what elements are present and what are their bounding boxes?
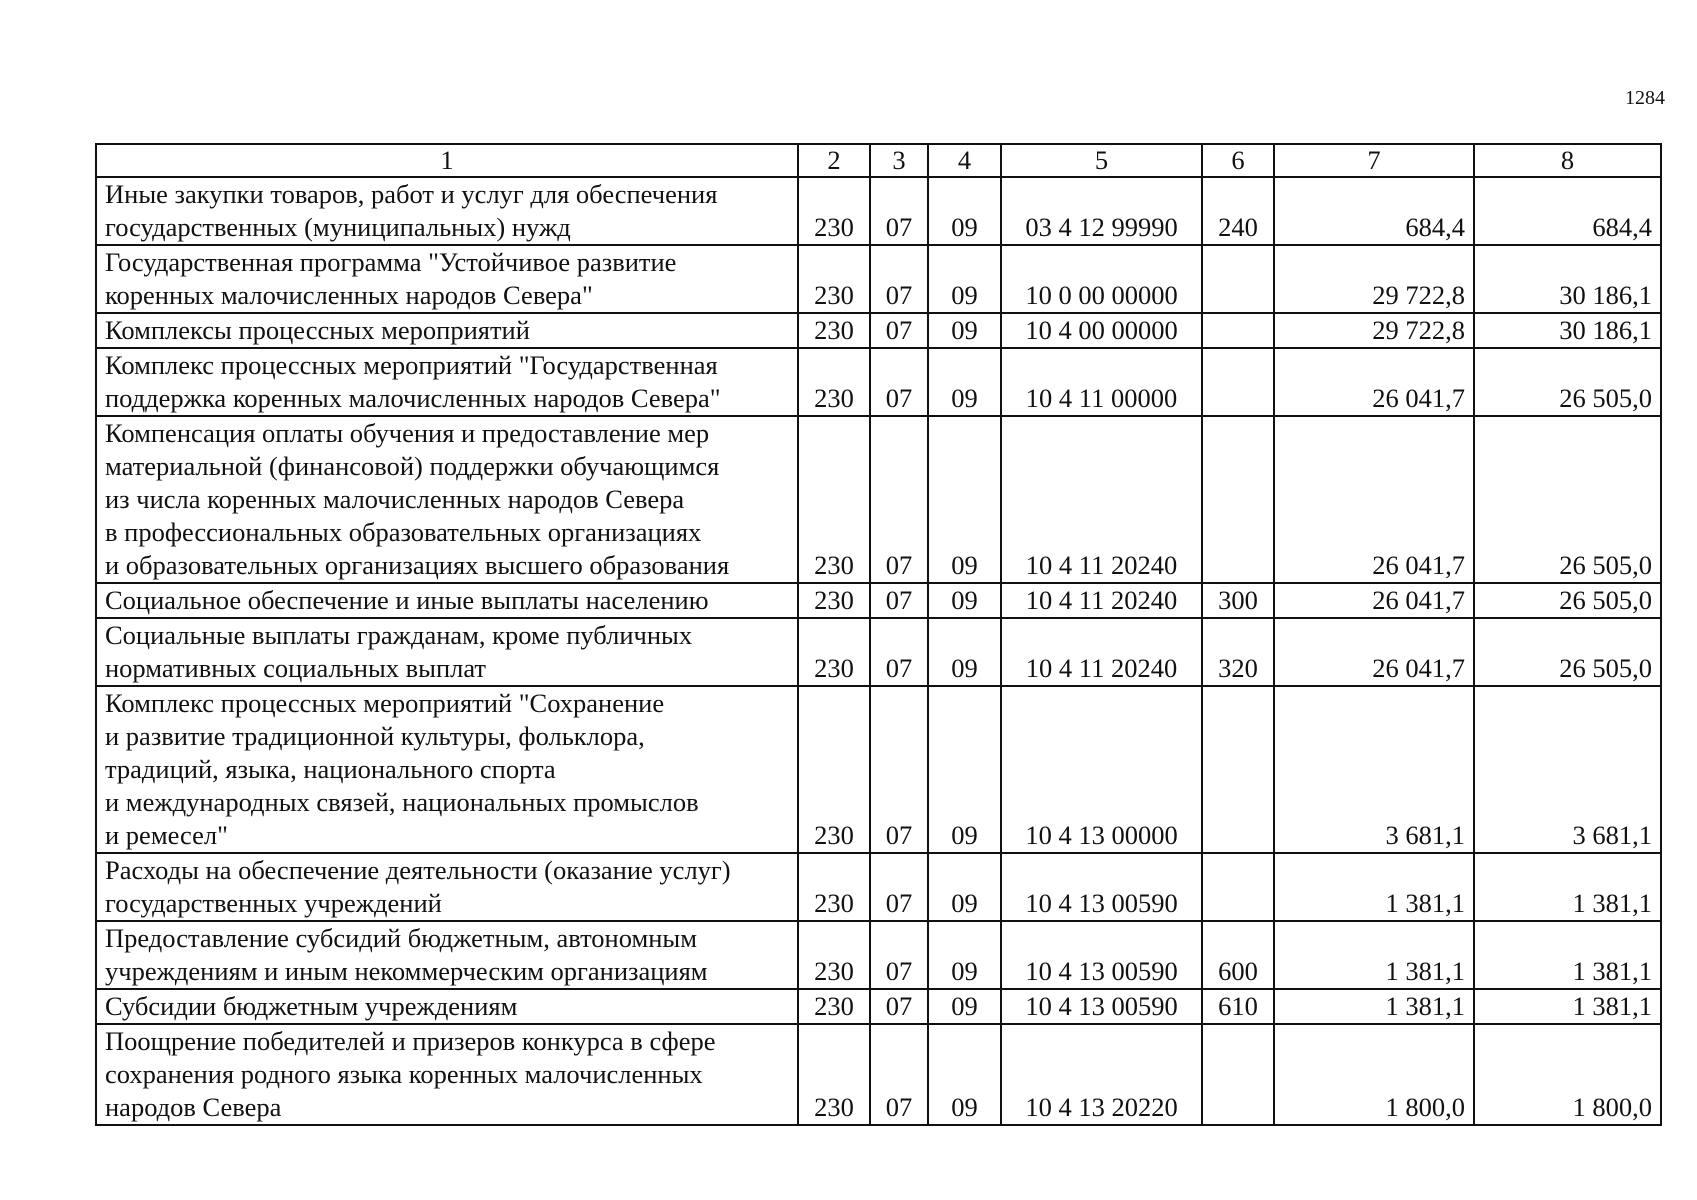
table-row xyxy=(96,686,1661,853)
amount-year1-cell: 29 722,8 xyxy=(1274,313,1474,348)
ministry-code-cell: 230 xyxy=(798,989,870,1024)
amount-year1-cell: 26 041,7 xyxy=(1274,416,1474,583)
amount-year2-cell: 1 381,1 xyxy=(1474,921,1661,989)
ministry-code-cell: 230 xyxy=(798,416,870,583)
row-name-cell: Иные закупки товаров, работ и услуг для обеспечения государственных (муниципальных) нужд xyxy=(96,177,798,245)
subsection-code-cell: 09 xyxy=(928,245,1001,313)
table-row xyxy=(96,245,1661,313)
subsection-code-cell: 09 xyxy=(928,853,1001,921)
row-name-cell: Комплексы процессных мероприятий xyxy=(96,313,798,348)
amount-year1-cell: 26 041,7 xyxy=(1274,618,1474,686)
table-row xyxy=(96,177,1661,245)
amount-year2-cell: 26 505,0 xyxy=(1474,416,1661,583)
target-article-cell: 10 0 00 00000 xyxy=(1001,245,1202,313)
amount-year1-cell: 26 041,7 xyxy=(1274,583,1474,618)
amount-year2-cell: 26 505,0 xyxy=(1474,618,1661,686)
table-row xyxy=(96,416,1661,583)
subsection-code-cell: 09 xyxy=(928,1024,1001,1125)
subsection-code-cell: 09 xyxy=(928,348,1001,416)
expense-type-cell xyxy=(1202,416,1274,583)
column-header: 6 xyxy=(1202,144,1274,177)
target-article-cell: 10 4 11 20240 xyxy=(1001,618,1202,686)
target-article-cell: 10 4 11 20240 xyxy=(1001,583,1202,618)
amount-year1-cell: 3 681,1 xyxy=(1274,686,1474,853)
target-article-cell: 10 4 13 00590 xyxy=(1001,853,1202,921)
expense-type-cell xyxy=(1202,1024,1274,1125)
section-code-cell: 07 xyxy=(870,1024,928,1125)
ministry-code-cell: 230 xyxy=(798,853,870,921)
section-code-cell: 07 xyxy=(870,245,928,313)
column-header: 3 xyxy=(870,144,928,177)
ministry-code-cell: 230 xyxy=(798,245,870,313)
ministry-code-cell: 230 xyxy=(798,686,870,853)
amount-year2-cell: 26 505,0 xyxy=(1474,348,1661,416)
row-name-cell: Социальное обеспечение и иные выплаты населению xyxy=(96,583,798,618)
table-row xyxy=(96,989,1661,1024)
section-code-cell: 07 xyxy=(870,348,928,416)
amount-year2-cell: 684,4 xyxy=(1474,177,1661,245)
target-article-cell: 10 4 13 00590 xyxy=(1001,989,1202,1024)
subsection-code-cell: 09 xyxy=(928,583,1001,618)
ministry-code-cell: 230 xyxy=(798,313,870,348)
subsection-code-cell: 09 xyxy=(928,921,1001,989)
section-code-cell: 07 xyxy=(870,313,928,348)
ministry-code-cell: 230 xyxy=(798,921,870,989)
target-article-cell: 10 4 13 00000 xyxy=(1001,686,1202,853)
amount-year2-cell: 26 505,0 xyxy=(1474,583,1661,618)
expense-type-cell: 610 xyxy=(1202,989,1274,1024)
amount-year1-cell: 684,4 xyxy=(1274,177,1474,245)
target-article-cell: 10 4 13 00590 xyxy=(1001,921,1202,989)
row-name-cell: Поощрение победителей и призеров конкурса в сфере сохранения родного языка коренных малочисленных народов Севера xyxy=(96,1024,798,1125)
subsection-code-cell: 09 xyxy=(928,313,1001,348)
expense-type-cell: 300 xyxy=(1202,583,1274,618)
target-article-cell: 10 4 00 00000 xyxy=(1001,313,1202,348)
expense-type-cell xyxy=(1202,348,1274,416)
row-name-cell: Субсидии бюджетным учреждениям xyxy=(96,989,798,1024)
expense-type-cell: 240 xyxy=(1202,177,1274,245)
column-header: 2 xyxy=(798,144,870,177)
amount-year2-cell: 1 381,1 xyxy=(1474,989,1661,1024)
expense-type-cell xyxy=(1202,313,1274,348)
subsection-code-cell: 09 xyxy=(928,686,1001,853)
column-header: 8 xyxy=(1474,144,1661,177)
amount-year1-cell: 26 041,7 xyxy=(1274,348,1474,416)
ministry-code-cell: 230 xyxy=(798,1024,870,1125)
row-name-cell: Комплекс процессных мероприятий "Сохранение и развитие традиционной культуры, фольклора, традиций, языка, национального спорта и международных связей, национальных промыслов и ремесел" xyxy=(96,686,798,853)
subsection-code-cell: 09 xyxy=(928,989,1001,1024)
table-row xyxy=(96,313,1661,348)
column-header: 7 xyxy=(1274,144,1474,177)
amount-year1-cell: 1 381,1 xyxy=(1274,853,1474,921)
target-article-cell: 10 4 11 20240 xyxy=(1001,416,1202,583)
column-header: 4 xyxy=(928,144,1001,177)
column-header: 1 xyxy=(96,144,798,177)
amount-year2-cell: 30 186,1 xyxy=(1474,245,1661,313)
target-article-cell: 10 4 11 00000 xyxy=(1001,348,1202,416)
ministry-code-cell: 230 xyxy=(798,177,870,245)
expense-type-cell xyxy=(1202,853,1274,921)
expense-type-cell: 320 xyxy=(1202,618,1274,686)
amount-year2-cell: 1 800,0 xyxy=(1474,1024,1661,1125)
table-row xyxy=(96,583,1661,618)
expense-type-cell xyxy=(1202,245,1274,313)
target-article-cell: 10 4 13 20220 xyxy=(1001,1024,1202,1125)
section-code-cell: 07 xyxy=(870,416,928,583)
budget-table xyxy=(95,143,1662,1126)
section-code-cell: 07 xyxy=(870,618,928,686)
row-name-cell: Комплекс процессных мероприятий "Государственная поддержка коренных малочисленных народов Севера" xyxy=(96,348,798,416)
row-name-cell: Компенсация оплаты обучения и предоставление мер материальной (финансовой) поддержки обучающимся из числа коренных малочисленных народов Севера в профессиональных образовательных организациях и образовательных организациях высшего образования xyxy=(96,416,798,583)
row-name-cell: Расходы на обеспечение деятельности (оказание услуг) государственных учреждений xyxy=(96,853,798,921)
subsection-code-cell: 09 xyxy=(928,177,1001,245)
column-number-row xyxy=(96,144,1661,177)
row-name-cell: Предоставление субсидий бюджетным, автономным учреждениям и иным некоммерческим организациям xyxy=(96,921,798,989)
table-row xyxy=(96,921,1661,989)
ministry-code-cell: 230 xyxy=(798,618,870,686)
amount-year2-cell: 1 381,1 xyxy=(1474,853,1661,921)
section-code-cell: 07 xyxy=(870,921,928,989)
expense-type-cell xyxy=(1202,686,1274,853)
table-row xyxy=(96,618,1661,686)
ministry-code-cell: 230 xyxy=(798,348,870,416)
row-name-cell: Государственная программа "Устойчивое развитие коренных малочисленных народов Севера" xyxy=(96,245,798,313)
page-number: 1284 xyxy=(1625,87,1665,109)
section-code-cell: 07 xyxy=(870,853,928,921)
ministry-code-cell: 230 xyxy=(798,583,870,618)
expense-type-cell: 600 xyxy=(1202,921,1274,989)
section-code-cell: 07 xyxy=(870,583,928,618)
amount-year2-cell: 30 186,1 xyxy=(1474,313,1661,348)
amount-year1-cell: 1 800,0 xyxy=(1274,1024,1474,1125)
subsection-code-cell: 09 xyxy=(928,618,1001,686)
amount-year2-cell: 3 681,1 xyxy=(1474,686,1661,853)
subsection-code-cell: 09 xyxy=(928,416,1001,583)
amount-year1-cell: 1 381,1 xyxy=(1274,921,1474,989)
table-row xyxy=(96,1024,1661,1125)
amount-year1-cell: 1 381,1 xyxy=(1274,989,1474,1024)
amount-year1-cell: 29 722,8 xyxy=(1274,245,1474,313)
row-name-cell: Социальные выплаты гражданам, кроме публичных нормативных социальных выплат xyxy=(96,618,798,686)
section-code-cell: 07 xyxy=(870,177,928,245)
table-row xyxy=(96,853,1661,921)
target-article-cell: 03 4 12 99990 xyxy=(1001,177,1202,245)
table-row xyxy=(96,348,1661,416)
section-code-cell: 07 xyxy=(870,989,928,1024)
section-code-cell: 07 xyxy=(870,686,928,853)
column-header: 5 xyxy=(1001,144,1202,177)
